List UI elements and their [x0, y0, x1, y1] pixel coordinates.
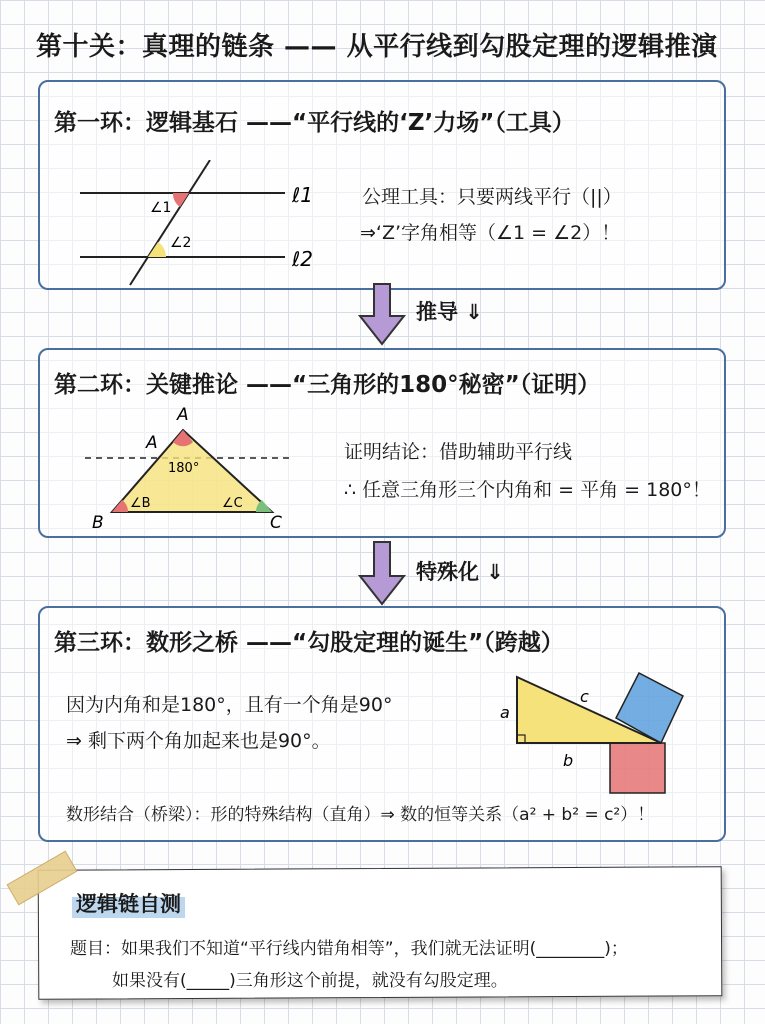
vertex-b: B	[92, 513, 104, 533]
ring1-text2: ⇒‘Z’字角相等（∠1 = ∠2）！	[360, 222, 621, 244]
side-c-label: c	[580, 687, 589, 706]
line1-label: ℓ1	[292, 183, 313, 207]
angle1-label: ∠1	[150, 200, 172, 216]
angle-c-label: ∠C	[222, 496, 243, 511]
ring1-title: 第一环：逻辑基石 ——“平行线的‘Z’力场”（工具）	[54, 110, 575, 136]
angle-b-label: ∠B	[130, 496, 151, 511]
down-arrow-icon	[358, 282, 408, 346]
line2-label: ℓ2	[292, 247, 313, 271]
straight-angle-label: 180°	[168, 461, 200, 476]
ring3-text1: 因为内角和是180°，且有一个角是90°	[66, 694, 393, 716]
page-title: 第十关：真理的链条 —— 从平行线到勾股定理的逻辑推演	[36, 32, 718, 62]
ring3-text2: ⇒ 剩下两个角加起来也是90°。	[66, 730, 331, 752]
ring2-text1: 证明结论：借助辅助平行线	[344, 441, 573, 463]
side-b-label: b	[563, 751, 574, 770]
ring3-title: 第三环：数形之桥 ——“勾股定理的诞生”（跨越）	[54, 630, 564, 656]
quiz-line1: 题目：如果我们不知道“平行线内错角相等”，我们就无法证明(________)；	[70, 939, 628, 959]
quiz-title: 逻辑链自测	[72, 888, 185, 918]
quiz-line2: 如果没有(_____)三角形这个前提，就没有勾股定理。	[112, 971, 508, 991]
side-a-label: a	[500, 703, 510, 722]
vertex-c: C	[270, 513, 282, 533]
vertex-a: A	[146, 433, 158, 453]
parallel-lines-diagram	[70, 160, 330, 290]
down-arrow-icon	[358, 540, 408, 606]
triangle-diagram	[80, 400, 300, 535]
angle2-label: ∠2	[170, 235, 192, 251]
ring2-title: 第二环：关键推论 ——“三角形的180°秘密”（证明）	[54, 372, 601, 398]
vertex-a-top: A	[177, 405, 189, 425]
pythagoras-diagram	[490, 670, 700, 800]
ring3-bottom: 数形结合（桥梁）：形的特殊结构（直角）⇒ 数的恒等关系（a² + b² = c²）！	[66, 805, 655, 825]
ring2-text2: ∴ 任意三角形三个内角和 = 平角 = 180°！	[344, 479, 711, 501]
ring1-text1: 公理工具：只要两线平行（||）	[362, 186, 622, 208]
arrow1-label: 推导 ⇓	[416, 300, 483, 324]
arrow2-label: 特殊化 ⇓	[416, 560, 504, 584]
